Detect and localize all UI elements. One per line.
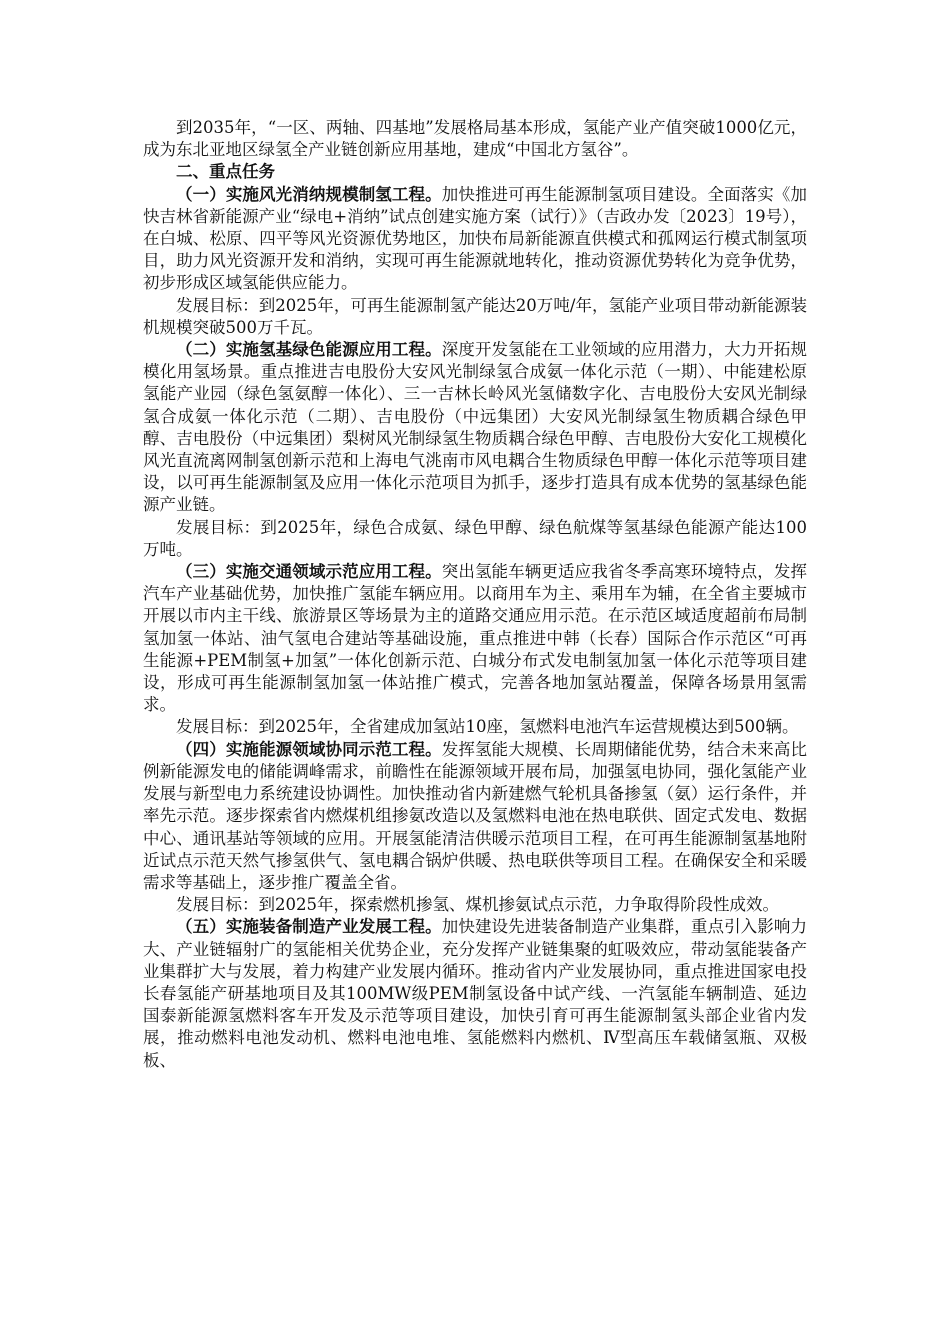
- task-1-paragraph: [143, 184, 807, 295]
- task-3-body: 突出氢能车辆更适应我省冬季高寒环境特点，发挥汽车产业基础优势，加快推广氢能车辆应用。以商用车为主、乘用车为辅，在全省主要城市开展以市内主干线、旅游景区等场景为主的道路交通应用示范。在示范区域适度超前布局制氢加氢一体站、油气氢电合建站等基础设施，重点推进中韩（长春）国际合作示范区“可再生能源+PEM制氢+加氢”一体化创新示范、白城分布式发电制氢加氢一体化示范等项目建设，形成可再生能源制氢加氢一体站推广模式，完善各地加氢站覆盖，保障各场景用氢需求。: [143, 562, 808, 715]
- task-3-goal: 发展目标：到2025年，全省建成加氢站10座，氢燃料电池汽车运营规模达到500辆。: [176, 717, 799, 737]
- task-3-paragraph: [143, 561, 807, 716]
- task-3-heading: （三）实施交通领域示范应用工程。: [176, 562, 442, 582]
- task-5-paragraph: [143, 916, 807, 1071]
- task-4-body: 发挥氢能大规模、长周期储能优势，结合未来高比例新能源发电的储能调峰需求，前瞻性在能源领域开展布局，加强氢电协同，强化氢能产业发展与新型电力系统建设协调性。加快推动省内新建燃气轮机具备掺氢（氨）运行条件，并率先示范。逐步探索省内燃煤机组掺氨改造以及氢燃料电池在热电联供、固定式发电、数据中心、通讯基站等领域的应用。开展氢能清洁供暖示范项目工程，在可再生能源制氢基地附近试点示范天然气掺氢供气、氢电耦合锅炉供暖、热电联供等项目工程。在确保安全和采暖需求等基础上，逐步推广覆盖全省。: [143, 739, 808, 892]
- task-2-heading: （二）实施氢基绿色能源应用工程。: [176, 340, 442, 360]
- task-2-goal: 发展目标：到2025年，绿色合成氨、绿色甲醇、绿色航煤等氢基绿色能源产能达100万吨。: [143, 517, 807, 559]
- task-1-goal: 发展目标：到2025年，可再生能源制氢产能达20万吨/年，氢能产业项目带动新能源装机规模突破500万千瓦。: [143, 295, 807, 337]
- task-1-heading: （一）实施风光消纳规模制氢工程。: [176, 184, 442, 204]
- task-1-body: 加快推进可再生能源制氢项目建设。全面落实《加快吉林省新能源产业“绿电+消纳”试点创建实施方案（试行）》（吉政办发〔2023〕19号），在白城、松原、四平等风光资源优势地区，加快布局新能源直供模式和孤网运行模式制氢项目，助力风光资源开发和消纳，实现可再生能源就地转化，推动资源优势转化为竞争优势，初步形成区域氢能供应能力。: [143, 184, 808, 293]
- document-page: [143, 117, 807, 1072]
- task-2-paragraph: [143, 339, 807, 517]
- intro-paragraph: 到2035年，“一区、两轴、四基地”发展格局基本形成，氢能产业产值突破1000亿元，成为东北亚地区绿氢全产业链创新应用基地，建成“中国北方氢谷”。: [143, 118, 807, 160]
- task-2-body: 深度开发氢能在工业领域的应用潜力，大力开拓规模化用氢场景。重点推进吉电股份大安风光制绿氢合成氨一体化示范（一期）、中能建松原氢能产业园（绿色氢氨醇一体化）、三一吉林长岭风光氢储数字化、吉电股份大安风光制绿氢合成氨一体化示范（二期）、吉电股份（中远集团）大安风光制绿氢生物质耦合绿色甲醇、吉电股份（中远集团）梨树风光制绿氢生物质耦合绿色甲醇、吉电股份大安化工规模化风光直流离网制氢创新示范和上海电气洮南市风电耦合生物质绿色甲醇一体化示范等项目建设，以可再生能源制氢及应用一体化示范项目为抓手，逐步打造具有成本优势的氢基绿色能源产业链。: [143, 340, 808, 515]
- task-4-goal: 发展目标：到2025年，探索燃机掺氢、煤机掺氨试点示范，力争取得阶段性成效。: [176, 895, 779, 915]
- task-4-heading: （四）实施能源领域协同示范工程。: [176, 739, 442, 759]
- task-5-heading: （五）实施装备制造产业发展工程。: [176, 917, 442, 937]
- section-heading-key-tasks: 二、重点任务: [176, 162, 275, 182]
- task-4-paragraph: [143, 739, 807, 894]
- task-5-body: 加快建设先进装备制造产业集群，重点引入影响力大、产业链辐射广的氢能相关优势企业，充分发挥产业链集聚的虹吸效应，带动氢能装备产业集群扩大与发展，着力构建产业发展内循环。推动省内产业发展协同，重点推进国家电投长春氢能产研基地项目及其100MW级PEM制氢设备中试产线、一汽氢能车辆制造、延边国泰新能源氢燃料客车开发及示范等项目建设，加快引育可再生能源制氢头部企业省内发展，推动燃料电池发动机、燃料电池电堆、氢能燃料内燃机、Ⅳ型高压车载储氢瓶、双极板、: [143, 917, 808, 1070]
